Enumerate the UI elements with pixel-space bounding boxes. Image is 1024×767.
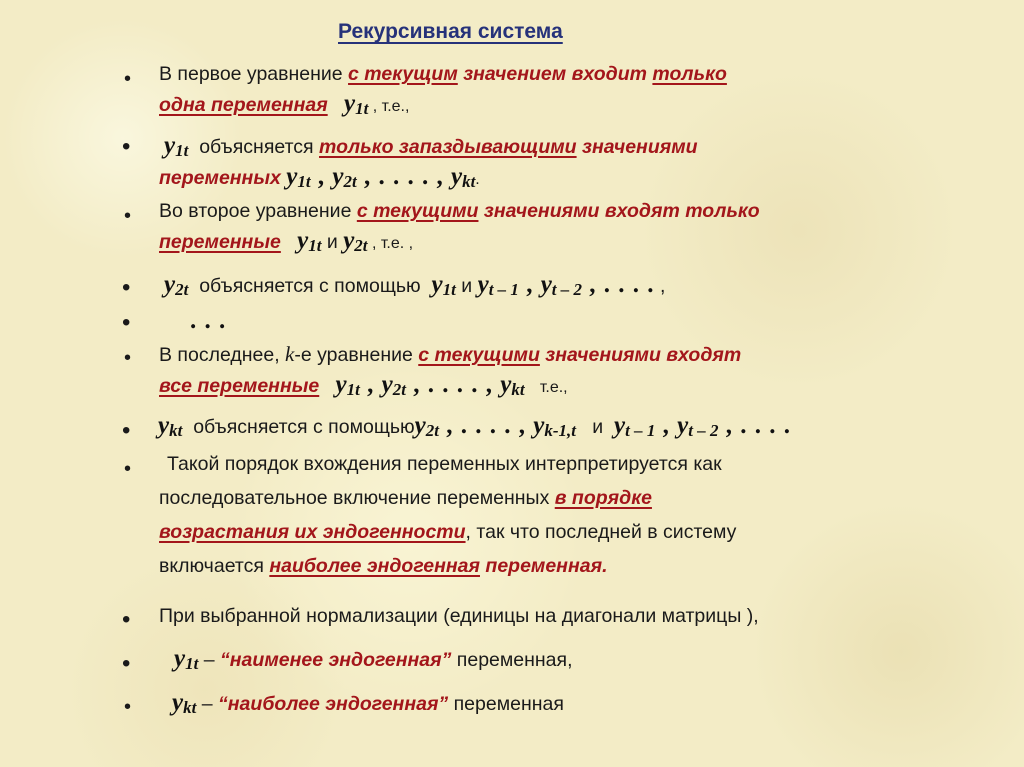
bullet-5: • (122, 309, 131, 336)
bullet-2-line-2: переменных $y_{1t}$ , $y_{2t}$ , . . . . , $y_{kt}$. (159, 163, 480, 191)
bullet-3-line-2: переменные $y_{1t}$ и $y_{2t}$ , т.е. , (159, 227, 414, 255)
bullet-6: • (124, 347, 132, 369)
bullet-8-line-4: включается наиболее эндогенная переменная. (159, 555, 608, 577)
bullet-5-ellipsis: . . . (190, 307, 227, 334)
bullet-1-line-1: В первое уравнение с текущим значением входит только (159, 63, 727, 85)
bullet-7: • (122, 417, 131, 444)
bullet-6-line-1: В последнее, k-е уравнение с текущими значениями входят (159, 342, 742, 366)
bullet-8-line-2: последовательное включение переменных в порядке (159, 487, 652, 509)
bullet-6-line-2: все переменные $y_{1t}$ , $y_{2t}$ , . . . . , $y_{kt}$ т.е., (159, 371, 568, 399)
bullet-9-text: При выбранной нормализации (единицы на диагонали матрицы ), (159, 605, 759, 627)
bullet-1: • (124, 68, 132, 90)
bullet-8-line-3: возрастания их эндогенности, так что последней в систему (159, 521, 737, 543)
bullet-3: • (124, 205, 132, 227)
bullet-2: • (122, 133, 131, 160)
var-y1t: $y_{1t}$ (164, 132, 189, 160)
bullet-10-line: $y_{1t}$ – “наименее эндогенная” переменная, (174, 645, 573, 673)
bullet-4-line-1: $y_{2t}$ объясняется с помощью $y_{1t}$ и $y_{t - 1}$ , $y_{t - 2}$ , . . . . , (164, 271, 666, 299)
bullet-4: • (122, 274, 131, 301)
bullet-10: • (122, 650, 131, 677)
bullet-2-line-1: $y_{1t}$ объясняется только запаздывающими значениями (164, 132, 698, 160)
bullet-11-line: $y_{kt}$ – “наиболее эндогенная” переменная (172, 689, 564, 717)
bullet-3-line-1: Во второе уравнение с текущими значениями входят только (159, 200, 760, 222)
var-y1t: $y_{1t}$ (343, 90, 369, 118)
bullet-8-line-1: Такой порядок вхождения переменных интерпретируется как (167, 453, 722, 475)
bullet-1-line-2: одна переменная $y_{1t}$ , т.е., (159, 90, 410, 118)
bullet-7-line-1: $y_{kt}$ объясняется с помощьюy$_{2t}$ , . . . . , $y_{k-1,t}$ и $y_{t - 1}$ , $y_{t - 2}$ , . . . . (158, 412, 791, 440)
bullet-9: • (122, 606, 131, 633)
bullet-11: • (124, 696, 132, 718)
bullet-8: • (124, 458, 132, 480)
slide-title: Рекурсивная система (338, 20, 563, 43)
